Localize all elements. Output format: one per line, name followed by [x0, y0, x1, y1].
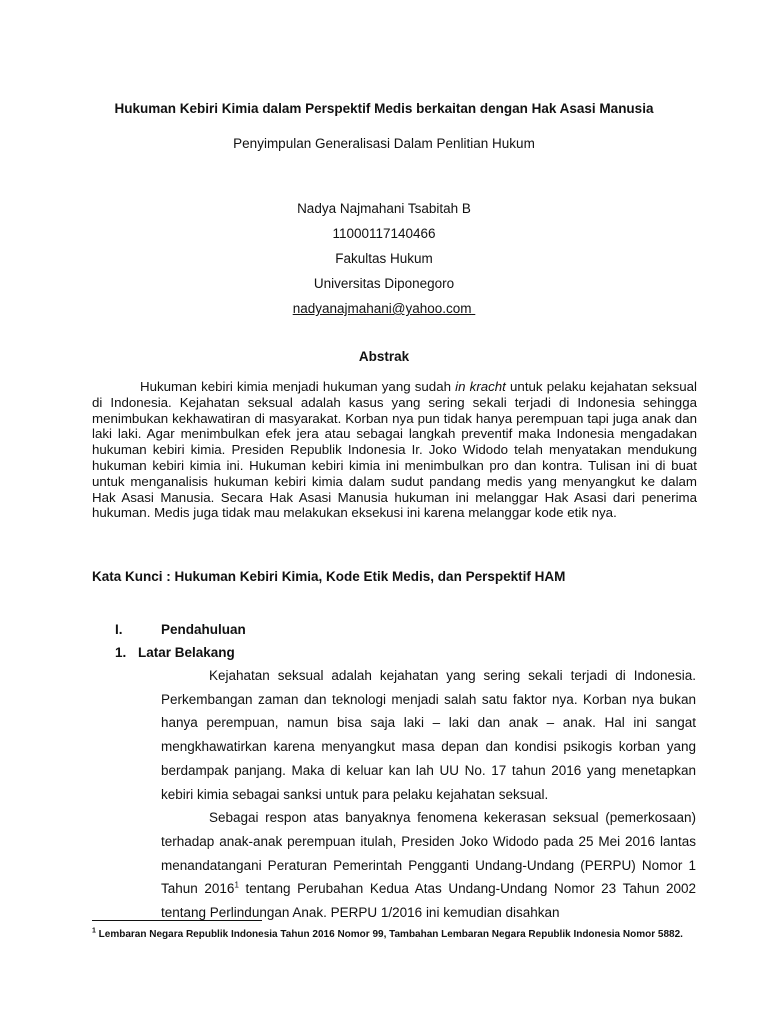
abstract-text-rest: untuk pelaku kejahatan seksual di Indonesia. Kejahatan seksual adalah kasus yang sering sekali terjadi di Indonesia sehingga menimbukan kekhawatiran di masyarakat. Korban nya pun tidak hanya perempuan tapi juga anak dan laki laki. Agar menimbulkan efek jera atau sebagai langkah preventif maka Indonesia mengadakan hukuman kebiri kimia. Presiden Republik Indonesia Ir. Joko Widodo telah menyatakan mendukung hukuman kebiri kimia ini. Hukuman kebiri kimia ini menimbulkan pro dan kontra. Tulisan ini di buat untuk menganalisis hukuman kebiri kimia dalam sudut pandang medis yang menyangkut ke dalam Hak Asasi Manusia. Secara Hak Asasi Manusia hukuman ini melanggar Hak Asasi dari penerima hukuman. Medis juga tidak mau melakukan eksekusi ini karena melanggar kode etik nya. — [92, 379, 697, 521]
footnote — [92, 926, 692, 943]
keywords: Kata Kunci : Hukuman Kebiri Kimia, Kode Etik Medis, dan Perspektif HAM — [92, 569, 566, 584]
author-email-link[interactable]: nadyanajmahani@yahoo.com — [292, 301, 472, 316]
abstract-body — [92, 379, 697, 521]
author-nim: 11000117140466 — [332, 226, 436, 241]
paper-title: Hukuman Kebiri Kimia dalam Perspektif Medis berkaitan dengan Hak Asasi Manusia — [114, 101, 654, 116]
subsection-number: 1. — [115, 645, 127, 660]
abstract-italic-term: in kracht — [455, 379, 506, 394]
abstract-text-start: Hukuman kebiri kimia menjadi hukuman yang sudah — [140, 379, 456, 394]
footnote-text: Lembaran Negara Republik Indonesia Tahun 2016 Nomor 99, Tambahan Lembaran Negara Republik Indonesia Nomor 5882. — [95, 929, 683, 940]
email-trailing-space — [472, 301, 476, 316]
footnote-number: 1 — [92, 927, 96, 935]
abstract-paragraph — [92, 379, 697, 521]
paper-subtitle: Penyimpulan Generalisasi Dalam Penlitian Hukum — [233, 136, 535, 151]
paragraph-2-text-rest: tentang Perubahan Kedua Atas Undang-Undang Nomor 23 Tahun 2002 tentang Perlindungan Anak. PERPU 1/2016 ini kemudian disahkan — [161, 881, 696, 921]
section-title: Pendahuluan — [161, 622, 246, 637]
footnote-separator — [92, 920, 262, 921]
body-text — [161, 664, 696, 925]
paragraph-2-text-start: Sebagai respon atas banyaknya fenomena kekerasan seksual (pemerkosaan) terhadap anak-anak perempuan itulah, Presiden Joko Widodo pada 25 Mei 2016 lantas menandatangani Peraturan Pemerintah Pengganti Undang-Undang (PERPU) Nomor 1 Tahun 2016 — [161, 810, 696, 897]
author-faculty: Fakultas Hukum — [335, 251, 433, 266]
abstract-heading: Abstrak — [358, 349, 410, 364]
author-name: Nadya Najmahani Tsabitah B — [297, 201, 471, 216]
author-email-row — [0, 301, 768, 316]
subsection-title: Latar Belakang — [138, 645, 235, 660]
body-paragraph-1: Kejahatan seksual adalah kejahatan yang sering sekali terjadi di Indonesia. Perkembangan zaman dan teknologi menjadi salah satu faktor nya. Korban nya bukan hanya perempuan, namun bisa saja laki – laki dan anak – anak. Hal ini sangat mengkhawatirkan karena menyangkut masa depan dan kondisi psikogis korban yang berdampak panjang. Maka di keluar kan lah UU No. 17 tahun 2016 yang menetapkan kebiri kimia sebagai sanksi untuk para pelaku kejahatan seksual. — [161, 668, 696, 802]
author-university: Universitas Diponegoro — [313, 276, 455, 291]
footnote-reference[interactable]: 1 — [234, 880, 239, 890]
section-number: I. — [115, 622, 123, 637]
body-paragraph-2 — [161, 806, 696, 925]
